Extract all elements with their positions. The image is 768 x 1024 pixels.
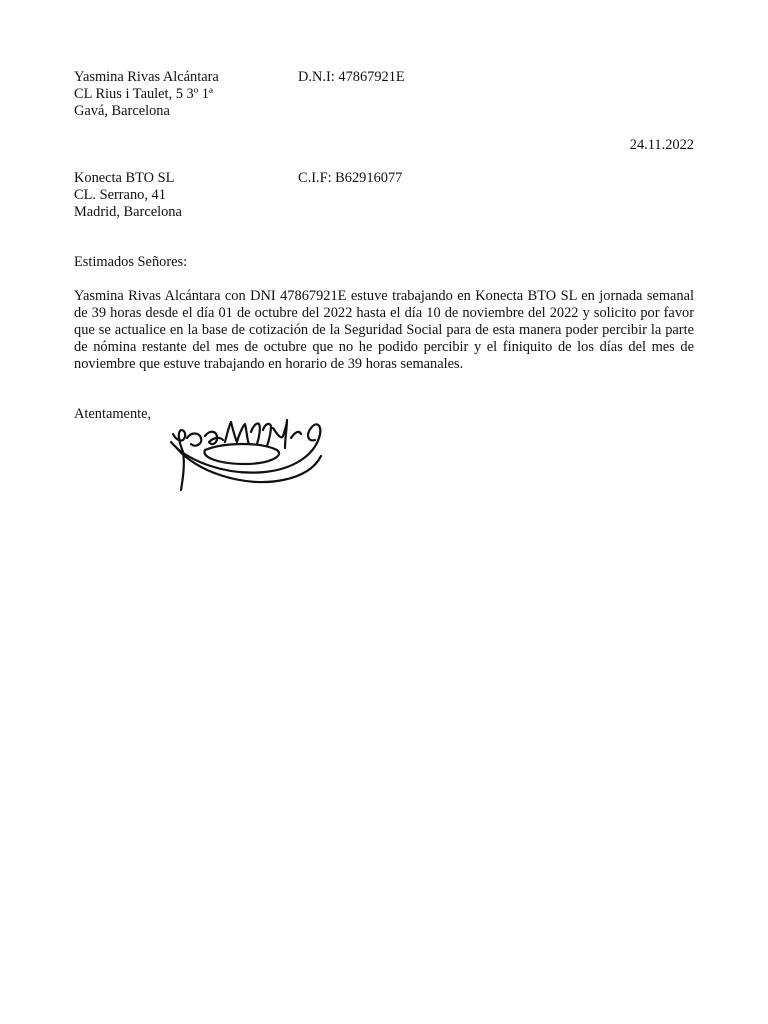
salutation: Estimados Señores: xyxy=(74,254,188,270)
sender-name: Yasmina Rivas Alcántara xyxy=(74,69,219,85)
letter-body: Yasmina Rivas Alcántara con DNI 47867921E estuve trabajando en Konecta BTO SL en jornada semanal de 39 horas desde el día 01 de octubre del 2022 hasta el día 10 de noviembre del 2022 y solicito por favor que se actualice en la base de cotización de la Seguridad Social para de esta manera poder percibir la parte de nómina restante del mes de octubre que no he podido percibir y el finiquito de los días del mes de noviembre que estuve trabajando en horario de 39 horas semanales. xyxy=(74,288,694,372)
recipient-address-line2: Madrid, Barcelona xyxy=(74,204,182,220)
signature xyxy=(165,412,327,496)
sender-address-line2: Gavá, Barcelona xyxy=(74,103,170,119)
recipient-name: Konecta BTO SL xyxy=(74,170,175,186)
recipient-address-line1: CL. Serrano, 41 xyxy=(74,187,166,203)
closing: Atentamente, xyxy=(74,406,152,422)
sender-dni: D.N.I: 47867921E xyxy=(298,69,405,85)
recipient-cif: C.I.F: B62916077 xyxy=(298,170,403,186)
sender-address-line1: CL Rius i Taulet, 5 3º 1ª xyxy=(74,86,213,102)
letter-date: 24.11.2022 xyxy=(629,137,694,153)
